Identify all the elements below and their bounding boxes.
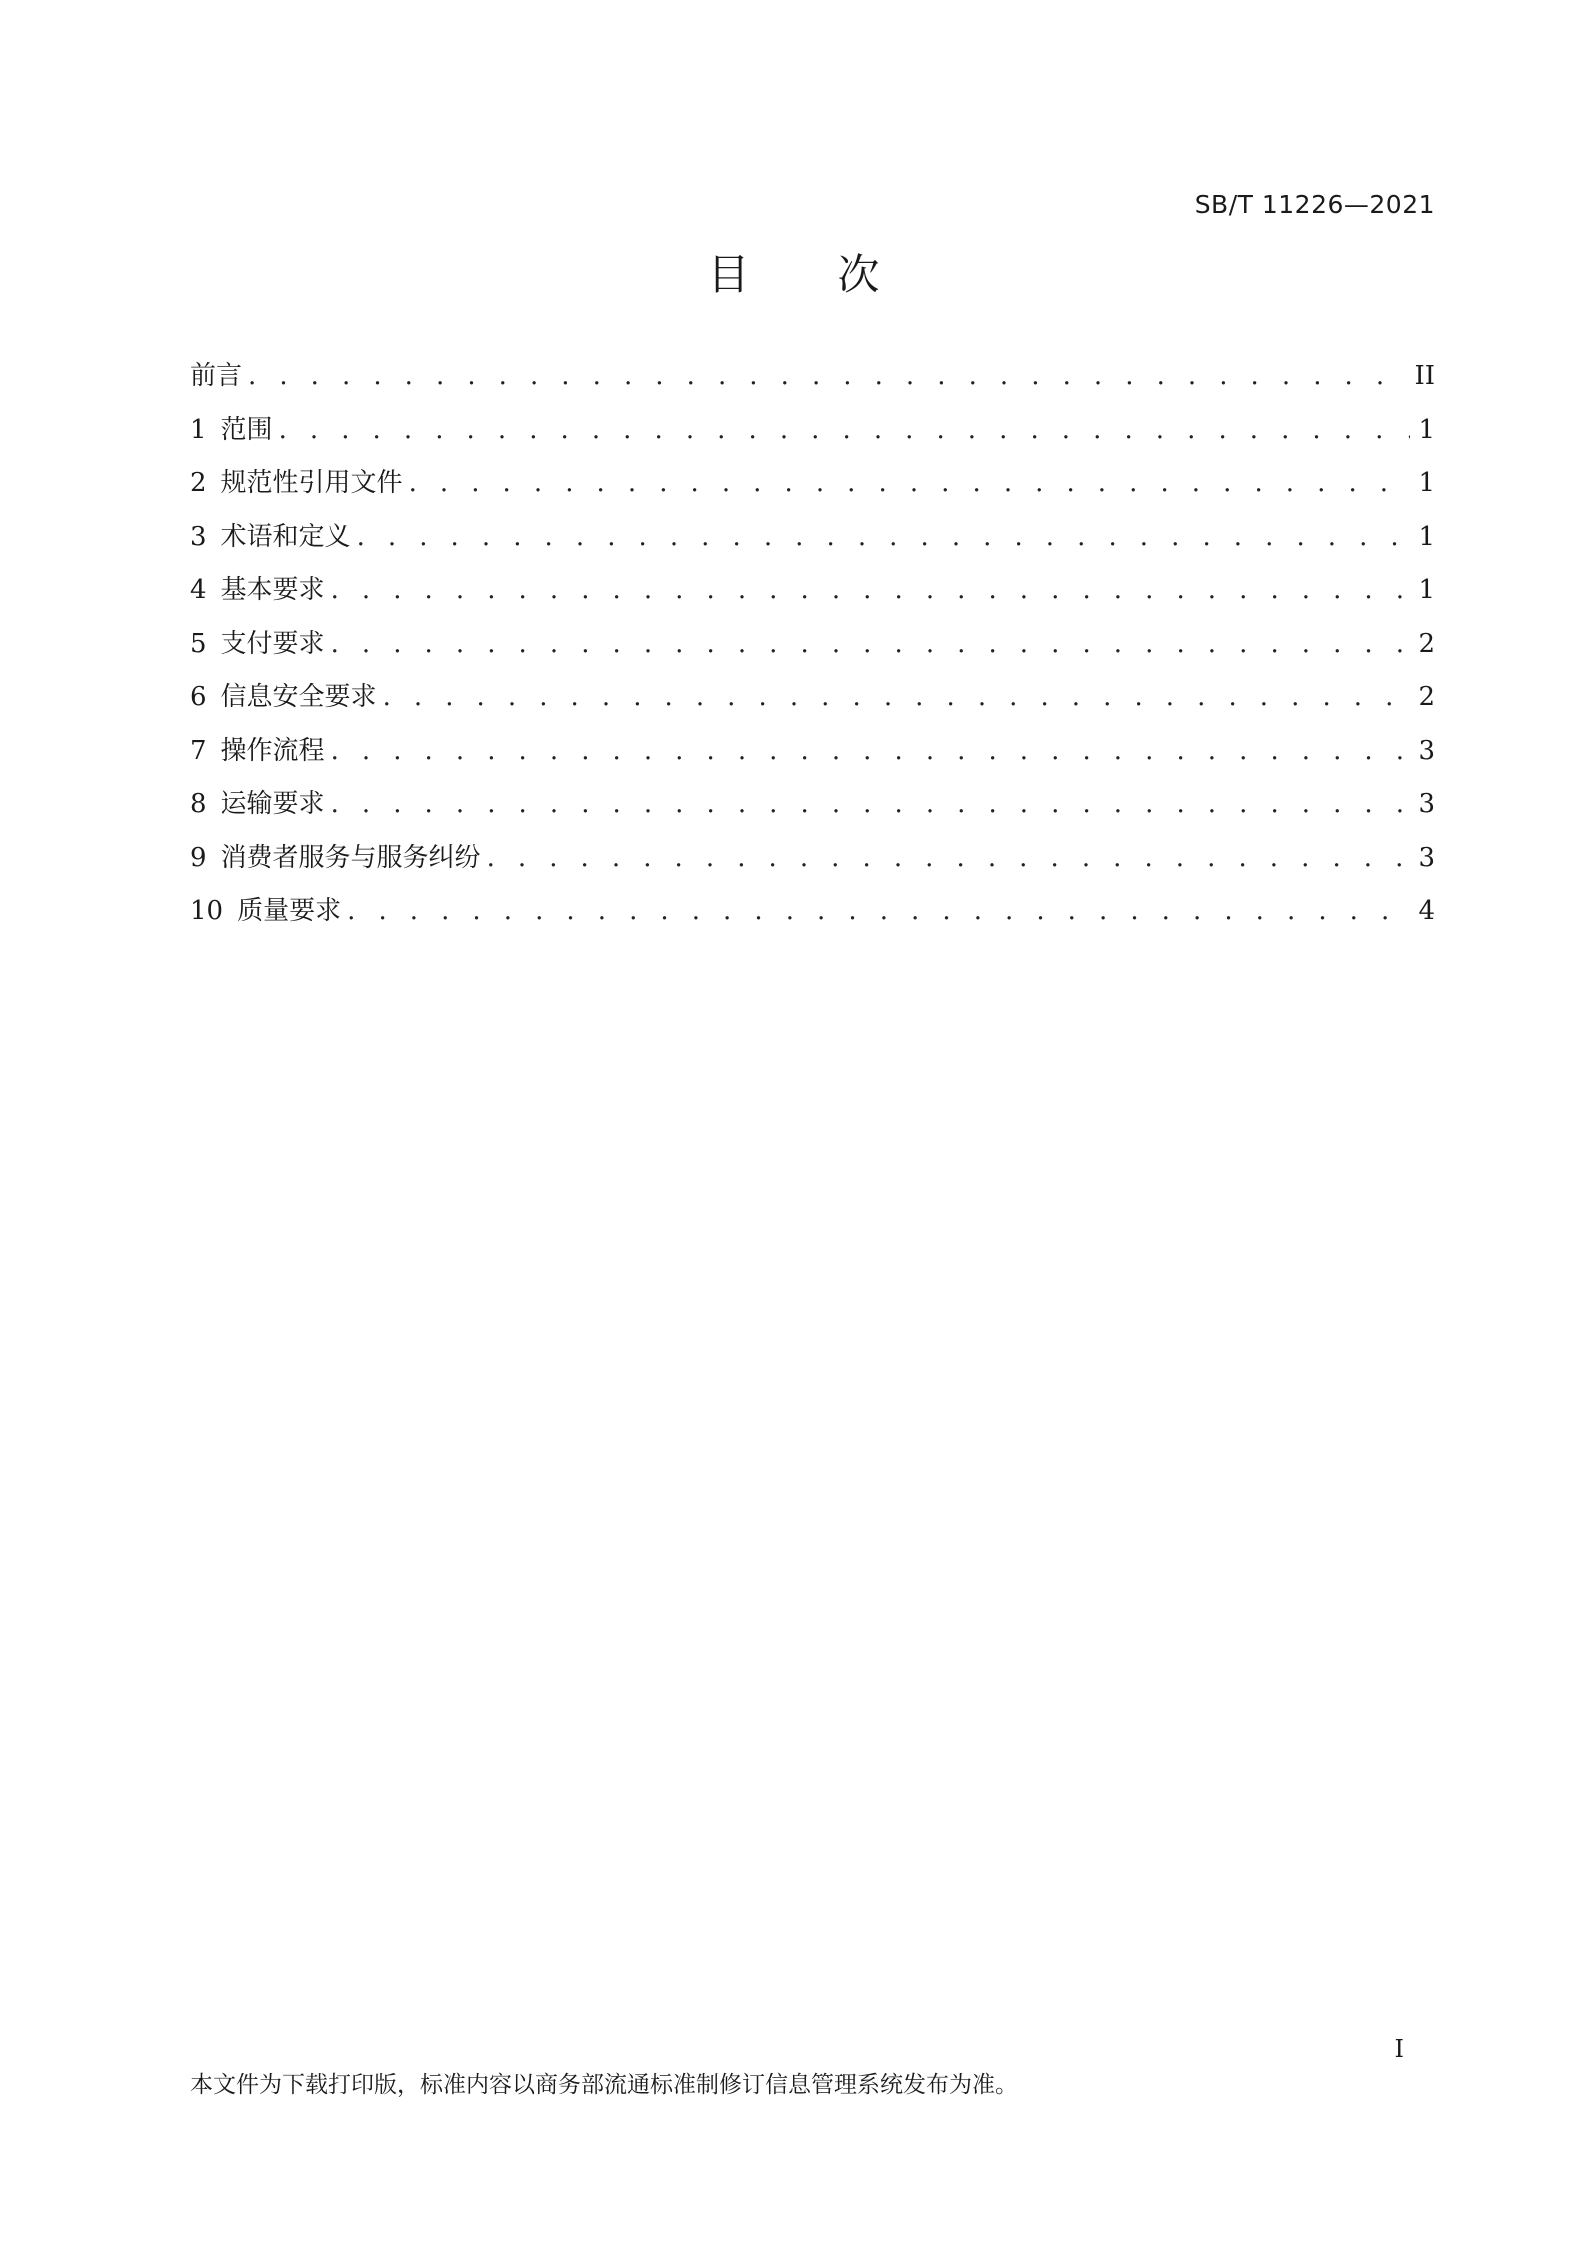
toc-leader-dots [383, 682, 1411, 712]
toc-entry-page: 1 [1418, 575, 1435, 605]
page-title: 目次 [707, 250, 968, 299]
toc-entry-number: 3 [190, 521, 207, 552]
toc-leader-dots [331, 736, 1411, 766]
toc-entry-page: II [1414, 361, 1435, 391]
toc-leader-dots [487, 843, 1411, 873]
toc-entry-foreword[interactable] [190, 355, 1435, 409]
toc-entry-title: 规范性引用文件 [220, 468, 403, 498]
toc-entry-label [190, 623, 331, 660]
toc-entry-label [190, 676, 383, 713]
toc-entry-title: 消费者服务与服务纠纷 [220, 842, 481, 873]
footer-note: 本文件为下载打印版，标准内容以商务部流通标准制修订信息管理系统发布为准。 [190, 2072, 1018, 2098]
toc-entry-label [190, 409, 279, 446]
toc-entry-consumer-service[interactable] [190, 837, 1435, 891]
toc-entry-number: 10 [190, 896, 224, 926]
toc-entry-transport-requirements[interactable] [190, 783, 1435, 837]
toc-entry-title: 前言 [190, 361, 243, 391]
toc-entry-label [190, 783, 331, 820]
toc-entry-title: 信息安全要求 [220, 682, 377, 712]
toc-entry-label [190, 516, 357, 553]
page-number: I [1394, 2035, 1404, 2063]
toc-leader-dots [279, 415, 1411, 445]
toc-entry-operation-process[interactable] [190, 730, 1435, 784]
toc-entry-page: 1 [1418, 468, 1435, 498]
toc-leader-dots [357, 522, 1411, 552]
toc-leader-dots [331, 575, 1411, 605]
toc-entry-normative-references[interactable] [190, 462, 1435, 516]
toc-entry-number: 2 [190, 468, 207, 498]
toc-leader-dots [331, 629, 1411, 659]
toc-entry-page: 1 [1418, 414, 1435, 445]
toc-entry-title: 术语和定义 [220, 521, 351, 552]
toc-leader-dots [248, 361, 1406, 391]
toc-entry-label [190, 355, 248, 392]
toc-entry-title: 范围 [220, 414, 273, 445]
toc-entry-number: 8 [190, 789, 207, 819]
toc-entry-scope[interactable] [190, 409, 1435, 463]
toc-leader-dots [347, 896, 1410, 926]
toc-entry-title: 质量要求 [237, 896, 342, 926]
standard-code: SB/T 11226—2021 [1194, 190, 1435, 219]
toc-entry-label [190, 569, 331, 606]
toc-entry-number: 7 [190, 735, 207, 766]
table-of-contents [190, 355, 1435, 944]
toc-entry-page: 2 [1418, 682, 1435, 712]
toc-leader-dots [409, 468, 1411, 498]
toc-entry-number: 9 [190, 842, 207, 873]
toc-entry-title: 操作流程 [220, 735, 325, 766]
toc-entry-page: 1 [1418, 521, 1435, 552]
toc-entry-number: 4 [190, 575, 207, 605]
toc-entry-page: 3 [1418, 789, 1435, 819]
toc-entry-quality-requirements[interactable] [190, 890, 1435, 944]
toc-entry-label [190, 890, 347, 927]
toc-entry-information-security[interactable] [190, 676, 1435, 730]
toc-entry-terms-definitions[interactable] [190, 516, 1435, 570]
toc-entry-page: 3 [1418, 842, 1435, 873]
toc-leader-dots [331, 789, 1411, 819]
toc-entry-page: 3 [1418, 735, 1435, 766]
toc-entry-number: 5 [190, 628, 207, 659]
toc-entry-title: 运输要求 [220, 789, 325, 819]
toc-entry-label [190, 837, 487, 874]
toc-entry-basic-requirements[interactable] [190, 569, 1435, 623]
toc-entry-title: 基本要求 [220, 575, 325, 605]
toc-entry-title: 支付要求 [220, 628, 325, 659]
toc-entry-label [190, 462, 409, 499]
toc-entry-page: 2 [1418, 628, 1435, 659]
toc-entry-payment-requirements[interactable] [190, 623, 1435, 677]
toc-entry-number: 1 [190, 414, 207, 445]
toc-entry-label [190, 730, 331, 767]
toc-entry-number: 6 [190, 682, 207, 712]
toc-entry-page: 4 [1418, 896, 1435, 926]
